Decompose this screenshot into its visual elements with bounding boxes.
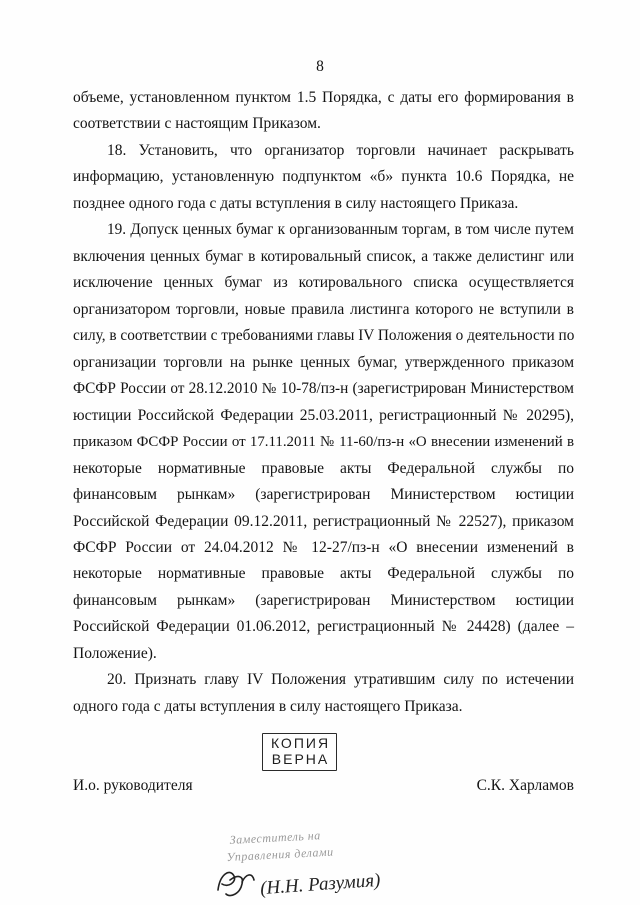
page-number: 8 [316, 58, 324, 75]
text-line: ФСФР России от 28.12.2010 № 10-78/пз-н (зарегистрирован Министерством [73, 380, 574, 398]
stamp-line-2: ВЕРНА [271, 751, 330, 767]
text-line: организации торговли на рынке ценных бумаг, утвержденного приказом [73, 353, 574, 371]
text-line: Российской Федерации 01.06.2012, регистрационный № 24428) (далее – [73, 618, 574, 636]
text-line: включения ценных бумаг в котировальный список, а также делистинг или [73, 247, 574, 265]
text-line: информацию, установленную подпунктом «б» пункта 10.6 Порядка, не [73, 168, 574, 186]
paragraph-19 [73, 217, 574, 667]
text-line: силу, в соответствии с требованиями главы IV Положения о деятельности по [73, 327, 575, 345]
paragraph-18 [73, 138, 574, 217]
stamp-line-1: КОПИЯ [270, 735, 331, 751]
text-line: финансовым рынкам» (зарегистрирован Министерством юстиции [73, 591, 574, 609]
certification-signature-image [200, 824, 410, 902]
handwritten-signature [218, 870, 381, 899]
text-line: некоторые нормативные правовые акты Федеральной службы по [73, 565, 574, 583]
text-line: объеме, установленном пунктом 1.5 Порядка, с даты его формирования в [73, 89, 574, 106]
text-line: 18. Установить, что организатор торговли начинает раскрывать [107, 141, 574, 159]
paragraph-continuation [73, 85, 574, 138]
paragraph-20 [73, 667, 574, 720]
text-line: позднее одного года с даты вступления в силу настоящего Приказа. [73, 194, 519, 212]
text-line: финансовым рынкам» (зарегистрирован Министерством юстиции [73, 486, 574, 504]
text-line: 20. Признать главу IV Положения утратившим силу по истечении [107, 671, 574, 689]
certification-stamp [200, 824, 410, 902]
text-line: ФСФР России от 24.04.2012 № 12-27/пз-н «О внесении изменений в [73, 538, 574, 556]
signature-text: (Н.Н. Разумия) [259, 869, 382, 900]
text-line: приказом ФСФР России от 17.11.2011 № 11-60/пз-н «О внесении изменений в [73, 434, 574, 451]
text-line: Российской Федерации 09.12.2011, регистрационный № 22527), приказом [73, 512, 574, 530]
text-line: 19. Допуск ценных бумаг к организованным торгам, в том числе путем [107, 221, 574, 239]
document-body [73, 85, 574, 720]
text-line: юстиции Российской Федерации 25.03.2011, регистрационный № 20295), [73, 406, 574, 424]
certification-line-2: Управления делами [226, 844, 334, 865]
text-line: исключение ценных бумаг из котировального списка осуществляется [73, 274, 574, 292]
copy-true-stamp [262, 733, 337, 771]
text-line: соответствии с настоящим Приказом. [73, 115, 321, 133]
signatory-position: И.о. руководителя [73, 777, 193, 794]
certification-line-1: Заместитель на [229, 828, 322, 847]
text-line: Положение). [73, 644, 157, 662]
signature-block [73, 773, 574, 799]
text-line: некоторые нормативные правовые акты Федеральной службы по [73, 459, 574, 477]
text-line: одного года с даты вступления в силу настоящего Приказа. [73, 697, 463, 715]
text-line: организатором торговли, новые правила листинга которого не вступили в [73, 300, 574, 318]
signatory-name: С.К. Харламов [476, 777, 574, 794]
